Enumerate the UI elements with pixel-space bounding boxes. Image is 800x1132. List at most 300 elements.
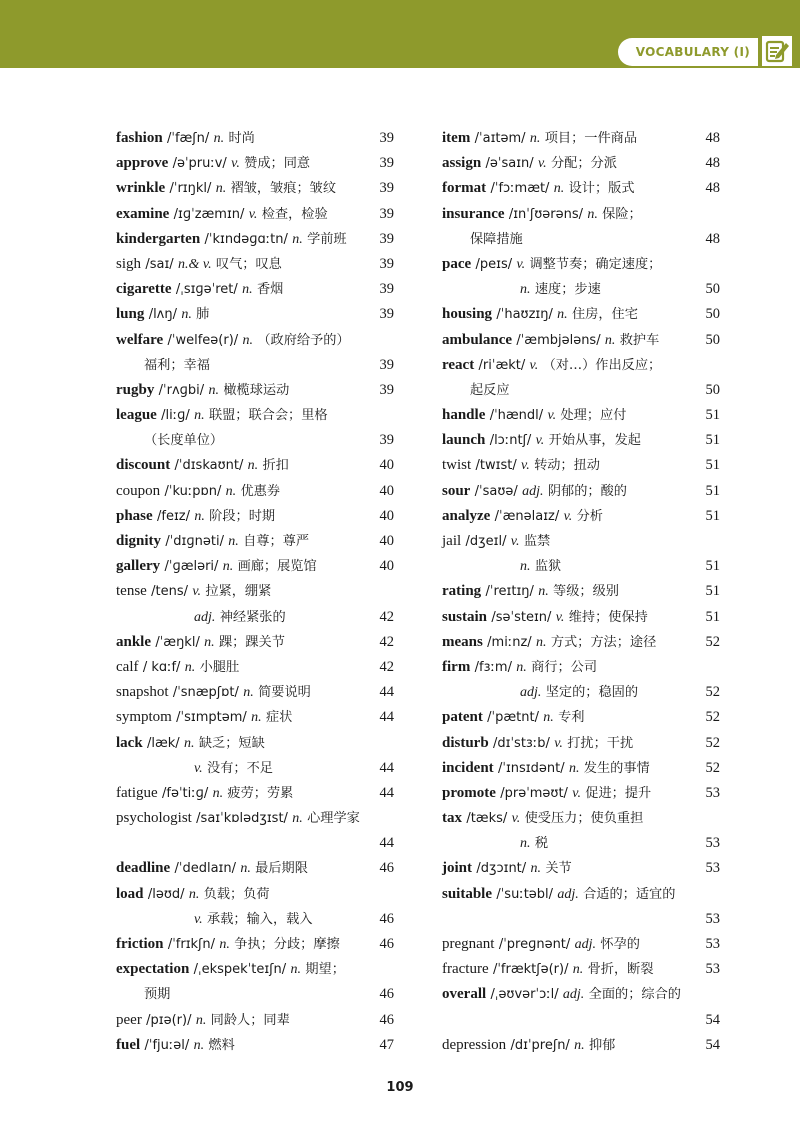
- part-of-speech: v.: [554, 735, 563, 751]
- definition: 使受压力；使负重担: [524, 811, 644, 827]
- phonetic: /ˈæŋkl/: [155, 634, 200, 650]
- unit-page-ref: 51: [705, 608, 720, 625]
- definition: 怀孕的: [600, 937, 640, 952]
- definition: 关节: [545, 861, 572, 877]
- unit-page-ref: 51: [705, 432, 720, 449]
- definition: 踝；踝关节: [218, 634, 285, 650]
- part-of-speech: n.: [193, 1037, 205, 1053]
- part-of-speech: n.: [557, 307, 568, 323]
- unit-page-ref: 46: [379, 910, 394, 927]
- headword: ankle: [116, 633, 152, 650]
- unit-page-ref: 54: [705, 1011, 720, 1028]
- vocab-entry-line: [442, 202, 720, 227]
- unit-page-ref: 44: [379, 709, 394, 726]
- definition: 维持；使保持: [568, 609, 648, 625]
- headword: sustain: [442, 608, 488, 625]
- vocab-entry-line: [116, 605, 394, 630]
- headword: launch: [442, 432, 486, 449]
- definition-continued: 速度；步速: [534, 282, 601, 298]
- definition: （政府给予的）: [257, 332, 350, 348]
- definition: 骨折，断裂: [587, 962, 654, 978]
- phonetic: /ˈfɔːmæt/: [490, 181, 550, 197]
- headword: welfare: [116, 331, 164, 348]
- unit-page-ref: 51: [705, 583, 720, 600]
- vocab-entry-line: [442, 907, 720, 932]
- definition: 争执；分歧；摩擦: [234, 937, 340, 952]
- phonetic: /ˈhændl/: [489, 408, 544, 424]
- unit-page-ref: 44: [379, 684, 394, 701]
- phonetic: /ˈdɪɡnəti/: [165, 534, 224, 549]
- headword: peer: [116, 1011, 142, 1028]
- part-of-speech: n.: [538, 584, 549, 600]
- part-of-speech: n.: [574, 1037, 585, 1053]
- unit-page-ref: 39: [379, 230, 394, 247]
- definition: 专利: [558, 710, 585, 726]
- definition: 合适的；适宜的: [583, 886, 676, 902]
- part-of-speech: v.: [194, 911, 203, 927]
- definition: 期望；: [305, 962, 345, 978]
- headword: overall: [442, 986, 487, 1003]
- headword: lung: [116, 306, 145, 323]
- part-of-speech: n.: [520, 559, 531, 575]
- phonetic: /ˈsnæpʃɒt/: [172, 685, 239, 701]
- vocab-entry-line: [116, 227, 394, 252]
- definition: 阶段；时期: [209, 508, 276, 524]
- notebook-pencil-icon-svg: [764, 38, 790, 64]
- definition-continued: （长度单位）: [144, 433, 224, 449]
- unit-page-ref: 47: [379, 1036, 394, 1053]
- vocab-entry-line: [442, 353, 720, 378]
- phonetic: /ˌekspekˈteɪʃn/: [193, 962, 287, 978]
- headword: snapshot: [116, 684, 169, 701]
- headword: item: [442, 130, 471, 146]
- definition: 调整节奏；确定速度；: [529, 256, 662, 272]
- definition: 简要说明: [258, 685, 311, 701]
- part-of-speech: adj.: [520, 685, 542, 701]
- definition: 转动；扭动: [534, 458, 600, 474]
- definition: 住房，住宅: [572, 307, 638, 323]
- headword: react: [442, 356, 475, 373]
- headword: load: [116, 885, 144, 902]
- phonetic: /feɪz/: [157, 508, 191, 524]
- part-of-speech: n.: [530, 861, 541, 877]
- part-of-speech: n.: [188, 886, 200, 902]
- part-of-speech: n.: [240, 861, 251, 877]
- definition: 方式；方法；途径: [550, 634, 657, 650]
- definition: 最后期限: [255, 861, 308, 877]
- part-of-speech: n.: [225, 483, 237, 499]
- unit-page-ref: 39: [379, 130, 394, 146]
- phonetic: /ˈsɪmptəm/: [176, 710, 247, 726]
- phonetic: /tens/: [151, 584, 189, 600]
- definition-continued: 承载；输入，载入: [207, 911, 313, 927]
- definition: 负载；负荷: [203, 886, 270, 902]
- vocab-entry-line: [116, 453, 394, 478]
- vocab-entry-line: [116, 277, 394, 302]
- definition: 同龄人；同辈: [210, 1012, 290, 1028]
- part-of-speech: n.: [228, 534, 239, 549]
- phonetic: /saɪ/: [145, 256, 174, 272]
- vocab-entry-line: [442, 277, 720, 302]
- unit-page-ref: 53: [705, 784, 720, 801]
- phonetic: /ˌəʊvərˈɔːl/: [490, 987, 559, 1003]
- vocab-entry-line: [442, 882, 720, 907]
- unit-page-ref: 53: [705, 835, 720, 852]
- unit-page-ref: 50: [705, 381, 720, 398]
- headword: rating: [442, 583, 482, 600]
- phonetic: /twɪst/: [475, 458, 517, 474]
- vocab-entry-line: [442, 328, 720, 353]
- vocab-entry-line: [116, 252, 394, 277]
- part-of-speech: n.: [292, 231, 303, 247]
- phonetic: /ˈænəlaɪz/: [494, 508, 560, 524]
- vocab-entry-line: [442, 453, 720, 478]
- definition-continued: 坚定的；稳固的: [545, 685, 639, 701]
- phonetic: /pɪə(r)/: [146, 1012, 192, 1028]
- part-of-speech: n.: [208, 382, 219, 398]
- headword: lack: [116, 734, 143, 751]
- part-of-speech: n.: [251, 710, 262, 726]
- definition-continued: 保障措施: [470, 231, 523, 247]
- phonetic: /ˈdedlaɪn/: [174, 861, 236, 877]
- phonetic: / kɑːf/: [142, 659, 181, 675]
- headword: joint: [442, 860, 472, 877]
- phonetic: /tæks/: [466, 811, 508, 827]
- vocab-entry-line: [116, 479, 394, 504]
- unit-page-ref: 39: [379, 432, 394, 449]
- vocab-entry-line: [442, 227, 720, 252]
- vocab-entry-line: [442, 302, 720, 327]
- vocab-entry-line: [116, 328, 394, 353]
- phonetic: /ˈsuːtəbl/: [496, 886, 554, 902]
- part-of-speech: n.& v.: [178, 256, 212, 272]
- phonetic: /lʌŋ/: [148, 307, 177, 323]
- part-of-speech: n.: [572, 962, 584, 978]
- definition-continued: 起反应: [470, 382, 510, 398]
- definition: 优惠券: [240, 483, 281, 499]
- unit-page-ref: 46: [379, 936, 394, 952]
- definition-continued: 监狱: [534, 559, 562, 575]
- unit-page-ref: 52: [705, 734, 720, 751]
- phonetic: /əˈsaɪn/: [485, 156, 534, 172]
- phonetic: /fɜːm/: [474, 659, 512, 675]
- headword: depression: [442, 1036, 507, 1053]
- unit-page-ref: 51: [705, 407, 720, 424]
- part-of-speech: n.: [222, 559, 234, 575]
- unit-page-ref: 39: [379, 281, 394, 298]
- vocab-entry-line: [116, 202, 394, 227]
- vocab-entry-line: [442, 806, 720, 831]
- part-of-speech: n.: [247, 458, 259, 474]
- phonetic: /ˈrɪŋkl/: [169, 181, 212, 197]
- part-of-speech: v.: [511, 811, 521, 827]
- phonetic: /ˈfæʃn/: [167, 131, 210, 146]
- part-of-speech: v.: [547, 408, 557, 424]
- vocabulary-tag: [618, 38, 758, 66]
- headword: pregnant: [442, 936, 495, 952]
- phonetic: /ˈpætnt/: [487, 710, 539, 726]
- part-of-speech: v.: [516, 256, 526, 272]
- vocab-entry-line: [116, 806, 394, 831]
- vocab-entry-line: [442, 176, 720, 201]
- headword: friction: [116, 936, 164, 952]
- vocab-entry-line: [442, 856, 720, 881]
- phonetic: /ˈwelfeə(r)/: [167, 332, 239, 348]
- phonetic: /dʒɔɪnt/: [476, 861, 527, 877]
- unit-page-ref: 39: [379, 381, 394, 398]
- definition: 症状: [265, 710, 293, 726]
- part-of-speech: n.: [535, 634, 547, 650]
- definition: 商行；公司: [531, 659, 598, 675]
- unit-page-ref: 39: [379, 356, 394, 373]
- part-of-speech: n.: [212, 785, 224, 801]
- definition: 折扣: [262, 458, 289, 474]
- unit-page-ref: 51: [705, 482, 720, 499]
- part-of-speech: v.: [563, 508, 573, 524]
- vocab-entry-line: [116, 907, 394, 932]
- phonetic: /əˈpruːv/: [172, 156, 227, 172]
- headword: fashion: [116, 130, 163, 146]
- unit-page-ref: 48: [705, 155, 720, 172]
- headword: pace: [442, 255, 472, 272]
- vocab-entry-line: [116, 403, 394, 428]
- vocab-entry-line: [116, 176, 394, 201]
- headword: sigh: [116, 255, 142, 272]
- phonetic: /ˈɪnsɪdənt/: [498, 760, 565, 776]
- headword: coupon: [116, 482, 161, 499]
- part-of-speech: n.: [543, 710, 554, 726]
- part-of-speech: n.: [604, 332, 616, 348]
- part-of-speech: adj.: [574, 937, 596, 952]
- unit-page-ref: 50: [705, 306, 720, 323]
- unit-page-ref: 53: [705, 910, 720, 927]
- headword: sour: [442, 482, 471, 499]
- headword: format: [442, 180, 487, 197]
- unit-page-ref: 39: [379, 255, 394, 272]
- definition: 燃料: [208, 1037, 235, 1053]
- vocab-entry-line: [116, 302, 394, 327]
- definition: 检查，检验: [261, 206, 328, 222]
- unit-page-ref: 42: [379, 633, 394, 650]
- unit-page-ref: 54: [705, 1036, 720, 1053]
- definition-continued: 预期: [144, 987, 171, 1003]
- vocab-entry-line: [116, 554, 394, 579]
- vocab-entry-line: [116, 579, 394, 604]
- vocab-entry-line: [116, 1008, 394, 1033]
- definition: 项目；一件商品: [544, 131, 638, 146]
- phonetic: /ˈdɪskaʊnt/: [174, 458, 244, 474]
- unit-page-ref: 48: [705, 130, 720, 146]
- part-of-speech: v.: [192, 584, 202, 600]
- headword: means: [442, 633, 483, 650]
- headword: firm: [442, 658, 471, 675]
- unit-page-ref: 46: [379, 986, 394, 1003]
- unit-page-ref: 42: [379, 658, 394, 675]
- definition: 处理；应付: [560, 408, 627, 424]
- part-of-speech: n.: [529, 131, 541, 146]
- headword: jail: [442, 533, 462, 549]
- headword: examine: [116, 205, 170, 222]
- headword: psychologist: [116, 810, 192, 827]
- definition: 心理学家: [307, 811, 360, 827]
- definition: 叹气；叹息: [215, 256, 282, 272]
- vocabulary-tag-label: VOCABULARY (I): [635, 45, 750, 59]
- part-of-speech: n.: [290, 962, 302, 978]
- unit-page-ref: 51: [705, 558, 720, 575]
- part-of-speech: n.: [215, 181, 227, 197]
- phonetic: /ˈrʌɡbi/: [158, 382, 205, 398]
- headword: promote: [442, 784, 496, 801]
- vocab-entry-line: [116, 831, 394, 856]
- definition: 分析: [576, 508, 603, 524]
- definition: 香烟: [256, 282, 284, 298]
- phonetic: /dʒeɪl/: [465, 534, 507, 549]
- part-of-speech: n.: [242, 282, 253, 298]
- unit-page-ref: 53: [705, 961, 720, 978]
- phonetic: /ˈɡæləri/: [164, 559, 219, 575]
- part-of-speech: n.: [587, 206, 598, 222]
- part-of-speech: v.: [248, 206, 258, 222]
- vocab-entry-line: [116, 504, 394, 529]
- headword: approve: [116, 155, 169, 172]
- headword: fatigue: [116, 784, 158, 801]
- part-of-speech: v.: [572, 785, 581, 801]
- vocab-entry-line: [442, 428, 720, 453]
- vocab-entry-line: [116, 126, 394, 151]
- headword: patent: [442, 709, 483, 726]
- definition: 开始从事，发起: [548, 433, 641, 449]
- unit-page-ref: 52: [705, 759, 720, 776]
- phonetic: /liːɡ/: [161, 408, 190, 424]
- unit-page-ref: 52: [705, 709, 720, 726]
- phonetic: /ɪɡˈzæmɪn/: [173, 206, 245, 222]
- unit-page-ref: 40: [379, 482, 394, 499]
- headword: deadline: [116, 860, 171, 877]
- unit-page-ref: 51: [705, 507, 720, 524]
- definition: 等级；级别: [553, 584, 619, 600]
- definition-continued: 税: [534, 836, 549, 852]
- definition: 联盟；联合会；里格: [208, 408, 328, 424]
- part-of-speech: v.: [521, 458, 530, 474]
- vocab-entry-line: [442, 781, 720, 806]
- part-of-speech: adj.: [522, 483, 544, 499]
- headword: fuel: [116, 1036, 141, 1053]
- vocab-entry-line: [442, 605, 720, 630]
- headword: symptom: [116, 709, 172, 726]
- vocab-entry-line: [442, 655, 720, 680]
- vocab-entry-line: [442, 982, 720, 1007]
- part-of-speech: n.: [194, 508, 205, 524]
- vocab-entry-line: [116, 353, 394, 378]
- part-of-speech: n.: [516, 659, 527, 675]
- phonetic: /ˌsɪɡəˈret/: [175, 282, 238, 298]
- part-of-speech: adj.: [562, 987, 585, 1003]
- part-of-speech: n.: [219, 937, 230, 952]
- headword: incident: [442, 759, 494, 776]
- vocab-entry-line: [116, 428, 394, 453]
- headword: assign: [442, 155, 482, 172]
- part-of-speech: adj.: [557, 886, 579, 902]
- headword: housing: [442, 306, 493, 323]
- headword: twist: [442, 457, 472, 474]
- unit-page-ref: 39: [379, 180, 394, 197]
- vocab-entry-line: [442, 932, 720, 957]
- headword: tax: [442, 810, 462, 827]
- definition: 画廊；展览馆: [237, 559, 317, 575]
- unit-page-ref: 53: [705, 860, 720, 877]
- phonetic: /dɪˈstɜːb/: [493, 735, 550, 751]
- part-of-speech: n.: [242, 332, 253, 348]
- vocab-entry-line: [116, 982, 394, 1007]
- vocab-entry-line: [442, 529, 720, 554]
- vocab-entry-line: [116, 756, 394, 781]
- vocab-entry-line: [116, 856, 394, 881]
- phonetic: /ˈæmbjələns/: [516, 332, 601, 348]
- definition: 打扰；干扰: [567, 735, 634, 751]
- part-of-speech: n.: [184, 659, 196, 675]
- part-of-speech: n.: [292, 811, 303, 827]
- unit-page-ref: 42: [379, 608, 394, 625]
- phonetic: /lɔːntʃ/: [489, 433, 532, 449]
- vocab-entry-line: [442, 479, 720, 504]
- vocab-entry-line: [116, 630, 394, 655]
- vocab-entry-line: [442, 126, 720, 151]
- part-of-speech: n.: [520, 836, 531, 852]
- part-of-speech: v.: [510, 534, 520, 549]
- unit-page-ref: 44: [379, 835, 394, 852]
- vocab-entry-line: [116, 932, 394, 957]
- part-of-speech: n.: [204, 634, 215, 650]
- phonetic: /ˈkɪndəɡɑːtn/: [204, 231, 288, 247]
- phonetic: /peɪs/: [475, 256, 513, 272]
- headword: disturb: [442, 734, 489, 751]
- part-of-speech: v.: [535, 433, 545, 449]
- unit-page-ref: 50: [705, 281, 720, 298]
- phonetic: /ˈfrɪkʃn/: [167, 937, 216, 952]
- definition: 拉紧，绷紧: [205, 584, 272, 600]
- phonetic: /ˈfræktʃə(r)/: [492, 962, 569, 978]
- unit-page-ref: 48: [705, 230, 720, 247]
- phonetic: /səˈsteɪn/: [491, 609, 552, 625]
- unit-page-ref: 44: [379, 784, 394, 801]
- part-of-speech: v.: [194, 760, 203, 776]
- unit-page-ref: 52: [705, 684, 720, 701]
- part-of-speech: n.: [194, 408, 205, 424]
- vocab-entry-line: [116, 378, 394, 403]
- vocab-column-right: [442, 126, 720, 1058]
- phonetic: /dɪˈpreʃn/: [510, 1037, 570, 1053]
- phonetic: /ˈpreɡnənt/: [498, 937, 571, 952]
- vocab-entry-line: [442, 630, 720, 655]
- headword: fracture: [442, 961, 489, 978]
- definition: 缺乏；短缺: [198, 735, 265, 751]
- vocab-entry-line: [442, 252, 720, 277]
- vocab-entry-line: [442, 151, 720, 176]
- unit-page-ref: 51: [705, 457, 720, 474]
- vocab-entry-line: [116, 705, 394, 730]
- headword: league: [116, 407, 157, 424]
- phonetic: /saɪˈkɒlədʒɪst/: [196, 811, 288, 827]
- vocab-entry-line: [116, 882, 394, 907]
- headword: discount: [116, 457, 171, 474]
- definition: 救护车: [619, 332, 660, 348]
- vocab-entry-line: [442, 1033, 720, 1058]
- phonetic: /miːnz/: [487, 634, 532, 650]
- part-of-speech: v.: [555, 609, 565, 625]
- vocab-entry-line: [116, 731, 394, 756]
- headword: dignity: [116, 533, 162, 549]
- unit-page-ref: 46: [379, 860, 394, 877]
